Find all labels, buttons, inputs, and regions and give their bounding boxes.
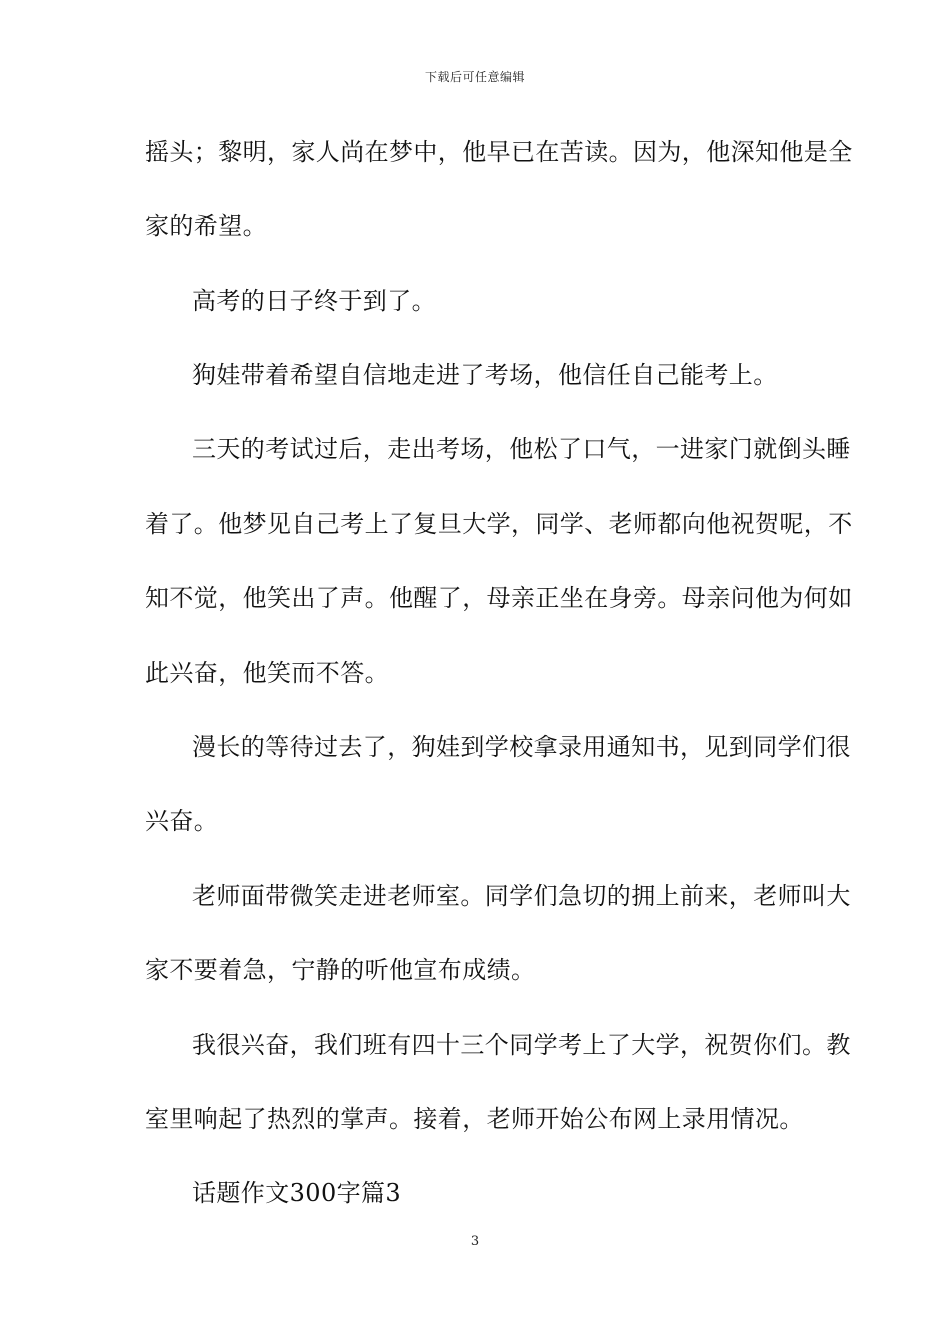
text-line: 家不要着急，宁静的听他宣布成绩。 — [145, 956, 536, 984]
text-line: 老师面带微笑走进老师室。同学们急切的拥上前来，老师叫大 — [192, 882, 851, 910]
text-line: 兴奋。 — [145, 807, 219, 835]
text-line: 话题作文300字篇3 — [192, 1179, 402, 1207]
page-number: 3 — [470, 1234, 480, 1249]
text-line: 狗娃带着希望自信地走进了考场，他信任自己能考上。 — [192, 361, 778, 389]
text-line: 漫长的等待过去了，狗娃到学校拿录用通知书，见到同学们很 — [192, 733, 851, 761]
text-line: 知不觉，他笑出了声。他醒了，母亲正坐在身旁。母亲问他为何如 — [145, 584, 853, 612]
text-line: 室里响起了热烈的掌声。接着，老师开始公布网上录用情况。 — [145, 1105, 804, 1133]
text-line: 家的希望。 — [145, 212, 267, 240]
text-line: 三天的考试过后，走出考场，他松了口气，一进家门就倒头睡 — [192, 435, 851, 463]
text-line: 此兴奋，他笑而不答。 — [145, 659, 389, 687]
page-header: 下载后可任意编辑 — [424, 70, 525, 84]
text-line: 高考的日子终于到了。 — [192, 287, 436, 315]
text-line: 我很兴奋，我们班有四十三个同学考上了大学，祝贺你们。教 — [192, 1031, 851, 1059]
text-line: 着了。他梦见自己考上了复旦大学，同学、老师都向他祝贺呢，不 — [145, 510, 853, 538]
text-line: 摇头；黎明，家人尚在梦中，他早已在苦读。因为，他深知他是全 — [145, 138, 853, 166]
